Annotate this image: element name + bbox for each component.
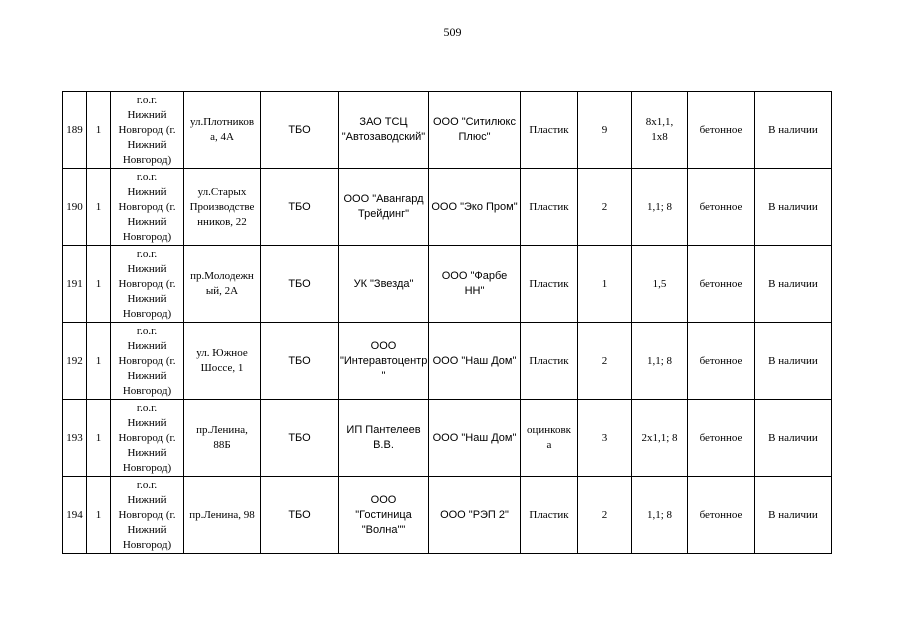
cell-container-material: оцинковк а: [521, 400, 578, 477]
cell-fence-status: В наличии: [755, 400, 832, 477]
cell-container-count: 1: [578, 246, 632, 323]
cell-container-material: Пластик: [521, 323, 578, 400]
cell-fence-status: В наличии: [755, 92, 832, 169]
cell-container-volume: 1,1; 8: [632, 169, 688, 246]
cell-container-volume: 1,1; 8: [632, 477, 688, 554]
cell-address: пр.Ленина, 98: [184, 477, 261, 554]
cell-fence-status: В наличии: [755, 477, 832, 554]
cell-waste-type: ТБО: [261, 400, 339, 477]
cell-site-count: 1: [87, 246, 111, 323]
cell-address: ул.Старых Производстве нников, 22: [184, 169, 261, 246]
cell-site-count: 1: [87, 477, 111, 554]
table-body: [63, 92, 832, 554]
table-row: [63, 323, 832, 400]
cell-container-material: Пластик: [521, 246, 578, 323]
cell-surface: бетонное: [688, 323, 755, 400]
cell-site-count: 1: [87, 400, 111, 477]
cell-container-material: Пластик: [521, 477, 578, 554]
cell-owner: ИП Пантелеев В.В.: [339, 400, 429, 477]
cell-container-count: 3: [578, 400, 632, 477]
cell-operator: ООО "Фарбе НН": [429, 246, 521, 323]
cell-address: ул. Южное Шоссе, 1: [184, 323, 261, 400]
table-row: [63, 400, 832, 477]
cell-site-count: 1: [87, 323, 111, 400]
page-number: 509: [443, 25, 462, 39]
cell-address: ул.Плотников а, 4А: [184, 92, 261, 169]
table-row: [63, 92, 832, 169]
cell-row-number: 190: [63, 169, 87, 246]
cell-settlement: г.о.г. Нижний Новгород (г. Нижний Новгород): [111, 169, 184, 246]
cell-settlement: г.о.г. Нижний Новгород (г. Нижний Новгород): [111, 246, 184, 323]
cell-waste-type: ТБО: [261, 323, 339, 400]
cell-owner: ООО "Гостиница "Волна"": [339, 477, 429, 554]
cell-settlement: г.о.г. Нижний Новгород (г. Нижний Новгород): [111, 92, 184, 169]
cell-settlement: г.о.г. Нижний Новгород (г. Нижний Новгород): [111, 323, 184, 400]
cell-container-material: Пластик: [521, 169, 578, 246]
cell-container-volume: 8х1,1, 1х8: [632, 92, 688, 169]
cell-waste-type: ТБО: [261, 92, 339, 169]
cell-site-count: 1: [87, 92, 111, 169]
cell-settlement: г.о.г. Нижний Новгород (г. Нижний Новгород): [111, 400, 184, 477]
cell-row-number: 192: [63, 323, 87, 400]
cell-owner: ООО "Авангард Трейдинг": [339, 169, 429, 246]
cell-container-count: 2: [578, 477, 632, 554]
cell-operator: ООО "РЭП 2": [429, 477, 521, 554]
waste-site-table: [62, 91, 832, 554]
cell-container-material: Пластик: [521, 92, 578, 169]
cell-operator: ООО "Наш Дом": [429, 323, 521, 400]
cell-container-volume: 2х1,1; 8: [632, 400, 688, 477]
cell-waste-type: ТБО: [261, 246, 339, 323]
cell-surface: бетонное: [688, 477, 755, 554]
cell-fence-status: В наличии: [755, 169, 832, 246]
cell-surface: бетонное: [688, 92, 755, 169]
cell-row-number: 194: [63, 477, 87, 554]
cell-container-count: 2: [578, 323, 632, 400]
cell-site-count: 1: [87, 169, 111, 246]
cell-address: пр.Молодежн ый, 2А: [184, 246, 261, 323]
cell-row-number: 191: [63, 246, 87, 323]
cell-address: пр.Ленина, 88Б: [184, 400, 261, 477]
cell-owner: ООО "Интеравтоцентр ": [339, 323, 429, 400]
cell-surface: бетонное: [688, 400, 755, 477]
cell-fence-status: В наличии: [755, 246, 832, 323]
cell-fence-status: В наличии: [755, 323, 832, 400]
cell-owner: УК "Звезда": [339, 246, 429, 323]
cell-container-count: 2: [578, 169, 632, 246]
cell-operator: ООО "Эко Пром": [429, 169, 521, 246]
cell-settlement: г.о.г. Нижний Новгород (г. Нижний Новгород): [111, 477, 184, 554]
cell-operator: ООО "Ситилюкс Плюс": [429, 92, 521, 169]
cell-operator: ООО "Наш Дом": [429, 400, 521, 477]
cell-container-count: 9: [578, 92, 632, 169]
cell-container-volume: 1,5: [632, 246, 688, 323]
cell-surface: бетонное: [688, 169, 755, 246]
table-row: [63, 169, 832, 246]
table-row: [63, 477, 832, 554]
cell-container-volume: 1,1; 8: [632, 323, 688, 400]
cell-row-number: 193: [63, 400, 87, 477]
cell-row-number: 189: [63, 92, 87, 169]
cell-owner: ЗАО ТСЦ "Автозаводский": [339, 92, 429, 169]
cell-surface: бетонное: [688, 246, 755, 323]
cell-waste-type: ТБО: [261, 169, 339, 246]
cell-waste-type: ТБО: [261, 477, 339, 554]
table-row: [63, 246, 832, 323]
